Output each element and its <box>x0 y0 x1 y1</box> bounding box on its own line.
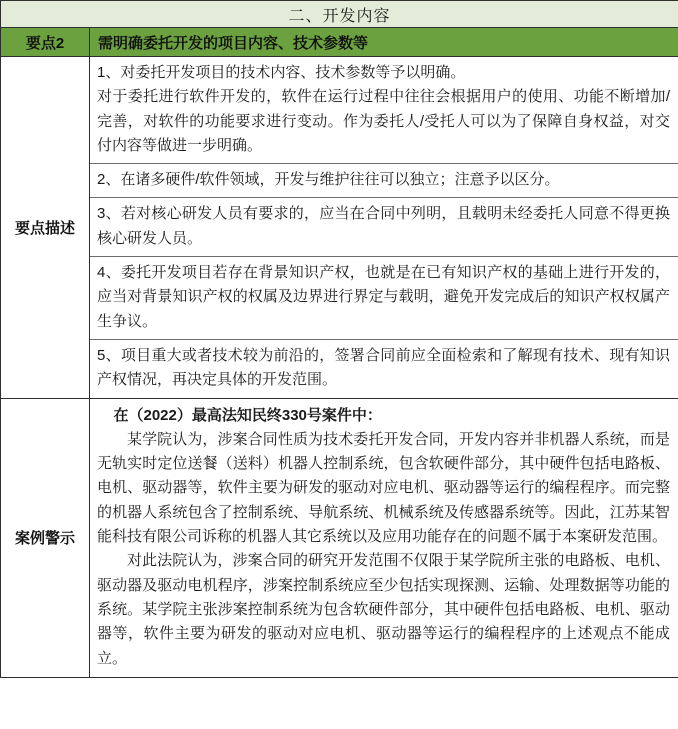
case-warning-content <box>90 399 678 677</box>
page-title: 二、开发内容 <box>1 1 678 28</box>
description-item-cell <box>90 164 678 198</box>
description-item <box>90 57 678 164</box>
description-line: 4、委托开发项目若存在背景知识产权，也就是在已有知识产权的基础上进行开发的，应当对背景知识产权的权属及边界进行界定与载明，避免开发完成后的知识产权权属产生争议。 <box>97 264 671 330</box>
section-body-case-warning <box>90 398 678 677</box>
description-items-table <box>90 57 678 398</box>
case-warning-row <box>1 398 678 677</box>
section-body-description <box>90 57 678 399</box>
case-paragraph: 对此法院认为，涉案合同的研究开发范围不仅限于某学院所主张的电路板、电机、驱动器及驱动电机程序，涉案控制系统应至少包括实现探测、运输、处理数据等功能的系统。某学院主张涉案控制系统为包含软硬件部分，其中硬件包括电路板、电机、驱动器等，软件主要为研发的驱动对应电机、驱动器等运行的编程程序的上述观点不能成立。 <box>97 552 671 667</box>
description-item <box>90 339 678 397</box>
description-line: 2、在诸多硬件/软件领域，开发与维护往往可以独立；注意予以区分。 <box>97 171 560 189</box>
description-item-cell <box>90 198 678 257</box>
table-title-row <box>1 1 678 28</box>
keypoint-description-row <box>1 57 678 399</box>
description-item-cell <box>90 257 678 340</box>
description-line: 1、对委托开发项目的技术内容、技术参数等予以明确。 <box>97 64 466 81</box>
section-label-description: 要点描述 <box>1 57 90 399</box>
description-item <box>90 198 678 257</box>
keypoint-header-row <box>1 28 678 57</box>
case-number-heading: 在（2022）最高法知民终330号案件中： <box>113 406 382 424</box>
keypoint-title: 需明确委托开发的项目内容、技术参数等 <box>90 28 678 57</box>
section-label-case-warning: 案例警示 <box>1 398 90 677</box>
description-item <box>90 164 678 198</box>
keypoint-label: 要点2 <box>1 28 90 57</box>
case-paragraph: 某学院认为，涉案合同性质为技术委托开发合同，开发内容并非机器人系统，而是无轨实时定位送餐（送料）机器人控制系统，包含软硬件部分，其中硬件包括电路板、电机、驱动器等，软件主要为研发的驱动对应电机、驱动器等运行的编程程序。而完整的机器人系统包含了控制系统、导航系统、机械系统及传感器系统等。因此，江苏某智能科技有限公司诉称的机器人其它系统以及应用功能存在的问题不属于本案研发范围。 <box>97 430 671 546</box>
description-item-cell <box>90 339 678 397</box>
description-line: 5、项目重大或者技术较为前沿的，签署合同前应全面检索和了解现有技术、现有知识产权情况，再决定具体的开发范围。 <box>97 346 671 389</box>
description-line: 3、若对核心研发人员有要求的，应当在合同中列明，且载明未经委托人同意不得更换核心研发人员。 <box>97 205 671 247</box>
description-line: 对于委托进行软件开发的，软件在运行过程中往往会根据用户的使用、功能不断增加/完善，对软件的功能要求进行变动。作为委托人/受托人可以为了保障自身权益，对交付内容等做进一步明确。 <box>97 88 671 154</box>
description-item-cell <box>90 57 678 164</box>
description-item <box>90 257 678 340</box>
